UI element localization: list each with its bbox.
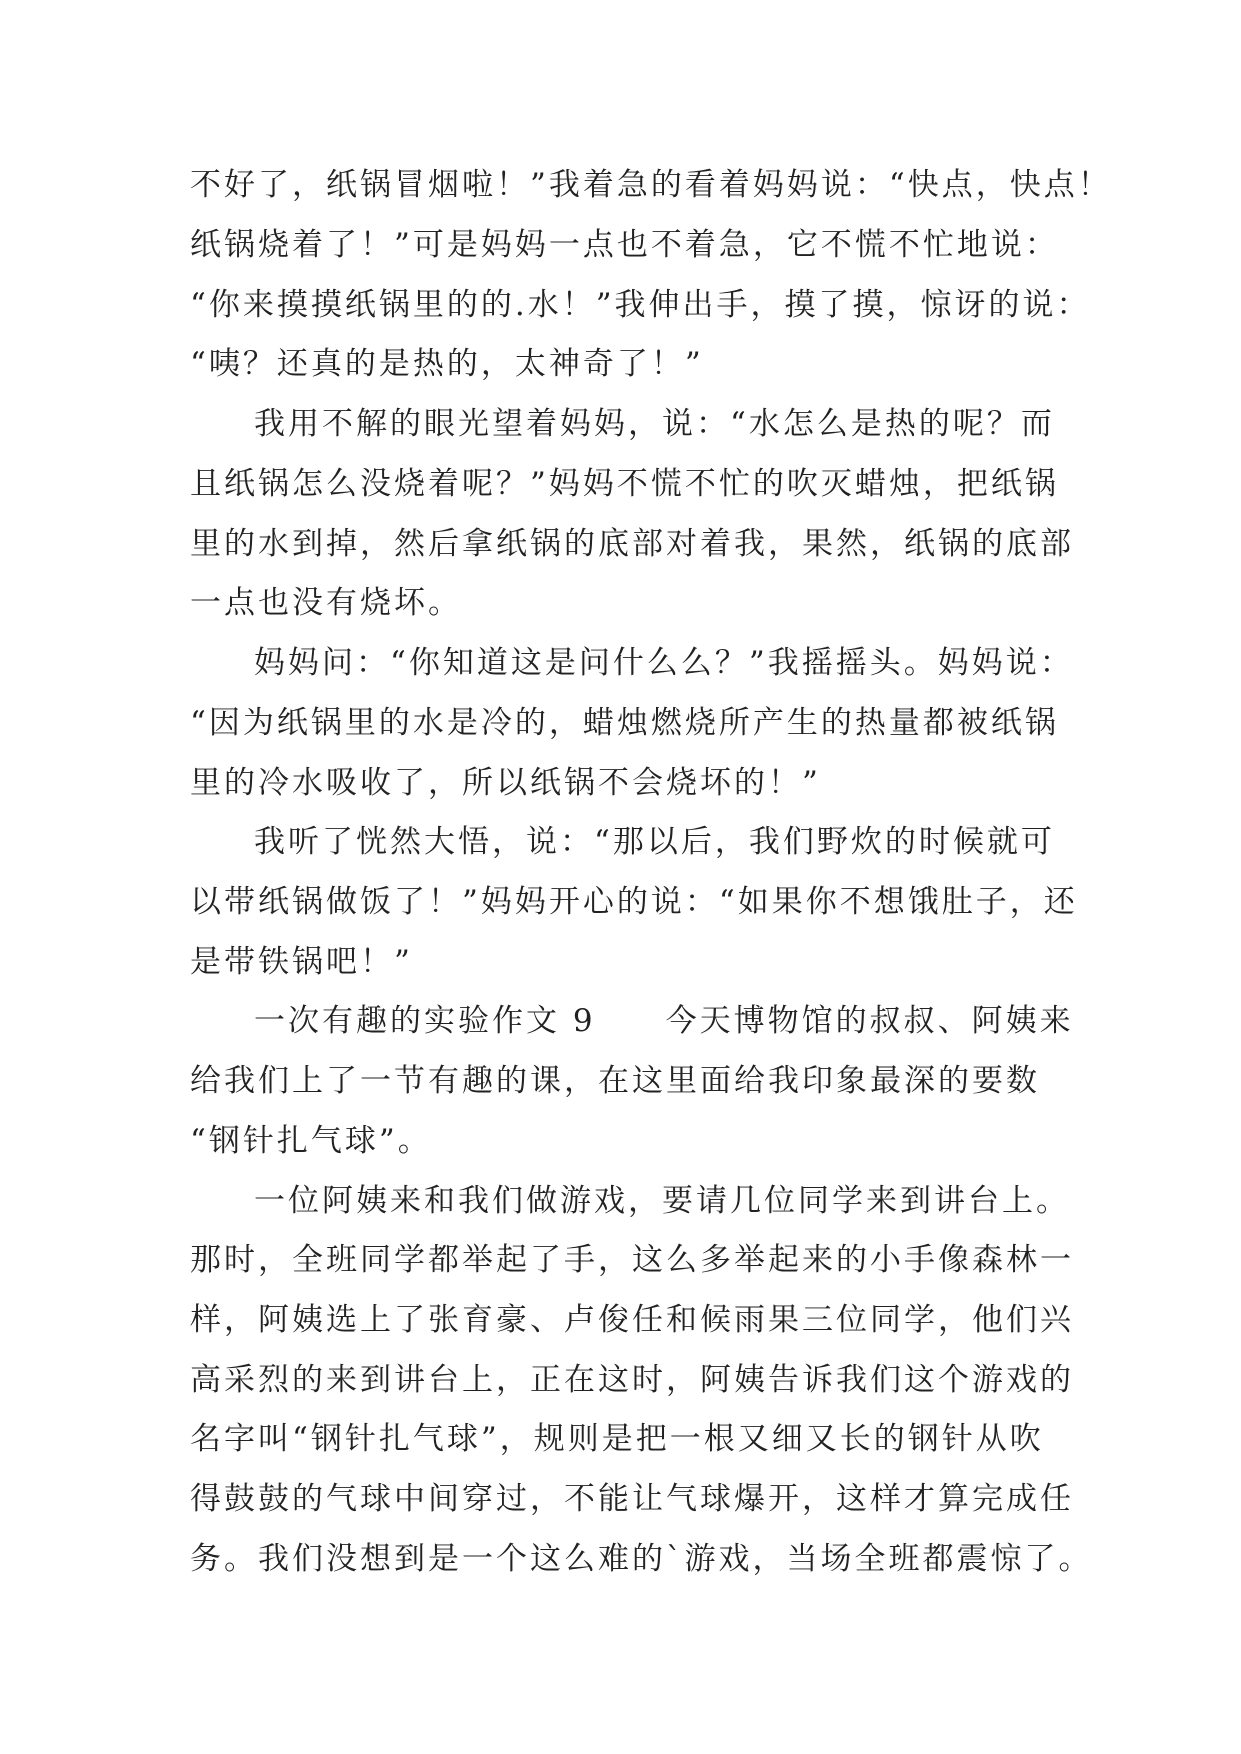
text-line: 里的水到掉，然后拿纸锅的底部对着我，果然，纸锅的底部 xyxy=(190,526,1074,562)
paragraph-start-line: 我用不解的眼光望着妈妈，说：“水怎么是热的呢？而 xyxy=(254,406,1055,442)
text-line: 名字叫“钢针扎气球”，规则是把一根又细又长的钢针从吹 xyxy=(190,1421,1044,1457)
text-line: “咦？还真的是热的，太神奇了！” xyxy=(190,346,704,382)
paragraph-start-line: 我听了恍然大悟，说：“那以后，我们野炊的时候就可 xyxy=(254,824,1055,860)
text-line: 务。我们没想到是一个这么难的`游戏，当场全班都震惊了。 xyxy=(190,1541,1093,1577)
text-line: 高采烈的来到讲台上，正在这时，阿姨告诉我们这个游戏的 xyxy=(190,1362,1074,1398)
paragraph-start-line xyxy=(254,999,1154,1043)
text-line: 不好了，纸锅冒烟啦！”我着急的看着妈妈说：“快点，快点！ xyxy=(190,167,1112,203)
text-line: 是带铁锅吧！” xyxy=(190,944,413,980)
paragraph-start-line: 一位阿姨来和我们做游戏，要请几位同学来到讲台上。 xyxy=(254,1183,1070,1219)
text-line: 纸锅烧着了！”可是妈妈一点也不着急，它不慌不忙地说： xyxy=(190,227,1059,263)
text-line: 那时，全班同学都举起了手，这么多举起来的小手像森林一 xyxy=(190,1242,1074,1278)
essay-title: 一次有趣的实验作文 9 xyxy=(254,1003,596,1039)
paragraph-start-line: 妈妈问：“你知道这是问什么么？”我摇摇头。妈妈说： xyxy=(254,645,1074,681)
text-line: 且纸锅怎么没烧着呢？”妈妈不慌不忙的吹灭蜡烛，把纸锅 xyxy=(190,466,1059,502)
text-line: “因为纸锅里的水是冷的，蜡烛燃烧所产生的热量都被纸锅 xyxy=(190,705,1059,741)
text-line: 给我们上了一节有趣的课，在这里面给我印象最深的要数 xyxy=(190,1063,1040,1099)
text-line: 一点也没有烧坏。 xyxy=(190,585,462,621)
text-line: 里的冷水吸收了，所以纸锅不会烧坏的！” xyxy=(190,765,821,801)
text-line: “你来摸摸纸锅里的的.水！”我伸出手，摸了摸，惊讶的说： xyxy=(190,287,1091,323)
text-line: 样，阿姨选上了张育豪、卢俊任和候雨果三位同学，他们兴 xyxy=(190,1302,1074,1338)
essay-first-sentence: 今天博物馆的叔叔、阿姨来 xyxy=(665,1003,1074,1039)
text-line: “钢针扎气球”。 xyxy=(190,1123,432,1159)
text-line: 以带纸锅做饭了！”妈妈开心的说：“如果你不想饿肚子，还 xyxy=(190,884,1078,920)
text-line: 得鼓鼓的气球中间穿过，不能让气球爆开，这样才算完成任 xyxy=(190,1481,1074,1517)
